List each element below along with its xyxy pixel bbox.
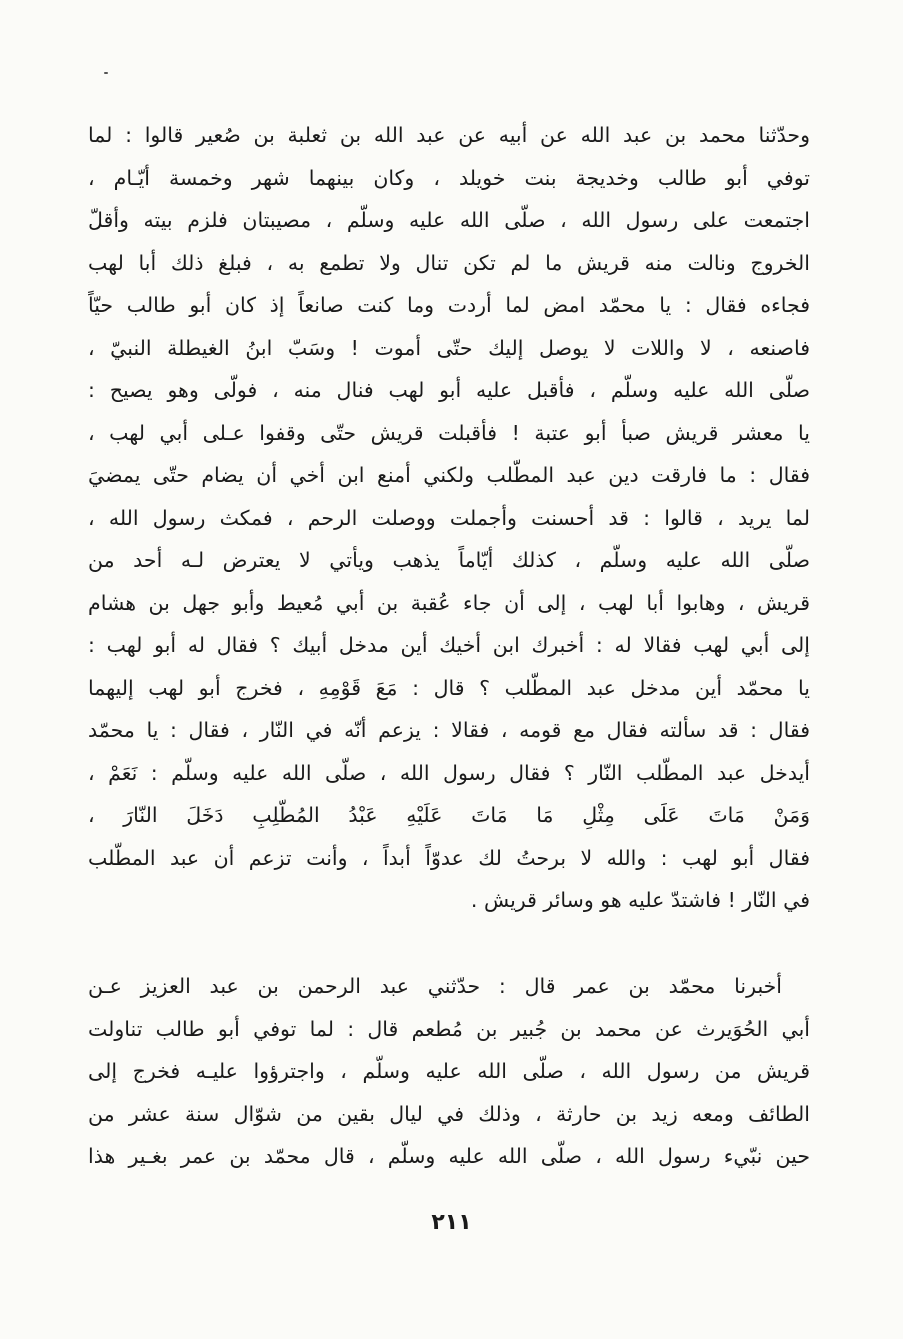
ink-speck [104, 72, 108, 74]
page-number: ٢١١ [431, 1210, 472, 1235]
text-line: الخروج ونالت منه قريش ما لم تكن تنال ولا تطمع به ، فبلغ ذلك أبا لهب [88, 250, 810, 275]
text-line: أخبرنا محمّد بن عمر قال : حدّثني عبد الرحمن بن عبد العزيز عـن [88, 974, 782, 998]
text-line: حين نبّيء رسول الله ، صلّى الله عليه وسلّم ، قال محمّد بن عمر بغـير هذا [88, 1144, 810, 1168]
text-line: صلّى الله عليه وسلّم ، فأقبل عليه أبو لهب فنال منه ، فولّى وهو يصيح : [88, 378, 810, 402]
text-line: لما يريد ، قالوا : قد أحسنت وأجملت ووصلت الرحم ، فمكث رسول الله ، [88, 505, 810, 530]
text-line: صلّى الله عليه وسلّم ، كذلك أيّاماً يذهب ويأتي لا يعترض لـه أحد من [88, 548, 810, 572]
text-line: إلى أبي لهب فقالا له : أخبرك ابن أخيك أين مدخل أبيك ؟ فقال له أبو لهب : [88, 633, 810, 657]
text-line: فقال أبو لهب : والله لا برحتُ لك عدوّاً أبداً ، وأنت تزعم أن عبد المطّلب [88, 845, 810, 870]
text-line: وَمَنْ مَاتَ عَلَى مِثْلِ مَا مَاتَ عَلَيْهِ عَبْدُ المُطّلِبِ دَخَلَ النّارَ ، [88, 803, 810, 827]
paragraph-2 [88, 965, 810, 1178]
paragraph-1 [88, 114, 810, 922]
text-line: أبي الحُوَيرث عن محمد بن جُبير بن مُطعم قال : لما توفي أبو طالب تناولت [88, 1016, 810, 1041]
text-line: الطائف ومعه زيد بن حارثة ، وذلك في ليال بقين من شوّال سنة عشر من [88, 1101, 810, 1126]
text-line: فاصنعه ، لا واللات لا يوصل إليك حتّى أموت ! وسَبّ ابنُ الغيطلة النبيّ ، [88, 335, 810, 360]
text-line: يا معشر قريش صبأ أبو عتبة ! فأقبلت قريش حتّى وقفوا عـلى أبي لهب ، [88, 420, 810, 445]
text-line: اجتمعت على رسول الله ، صلّى الله عليه وسلّم ، مصيبتان فلزم بيته وأقلّ [88, 208, 810, 232]
text-line: يا محمّد أين مدخل عبد المطّلب ؟ قال : مَعَ قَوْمِهِ ، فخرج أبو لهب إليهما [88, 675, 810, 700]
text-line: وحدّثنا محمد بن عبد الله عن أبيه عن عبد الله بن ثعلبة بن صُعير قالوا : لما [88, 123, 810, 147]
text-line: أيدخل عبد المطّلب النّار ؟ فقال رسول الله ، صلّى الله عليه وسلّم : نَعَمْ ، [88, 760, 810, 785]
text-line: فقال : قد سألته فقال مع قومه ، فقالا : يزعم أنّه في النّار ، فقال : يا محمّد [88, 718, 810, 742]
text-line: فقال : ما فارقت دين عبد المطّلب ولكني أمنع ابن أخي أن يضام حتّى يمضيَ [88, 463, 810, 487]
text-line: فجاءه فقال : يا محمّد امض لما أردت وما كنت صانعاً إذ كان أبو طالب حيّاً [88, 293, 810, 317]
text-line: في النّار ! فاشتدّ عليه هو وسائر قريش . [470, 888, 810, 912]
text-line: توفي أبو طالب وخديجة بنت خويلد ، وكان بينهما شهر وخمسة أيّـام ، [88, 165, 810, 190]
text-line: قريش ، وهابوا أبا لهب ، إلى أن جاء عُقبة بن أبي مُعيط وأبو جهل بن هشام [88, 590, 810, 615]
text-line: قريش من رسول الله ، صلّى الله عليه وسلّم ، واجترؤوا عليـه فخرج إلى [88, 1059, 810, 1083]
